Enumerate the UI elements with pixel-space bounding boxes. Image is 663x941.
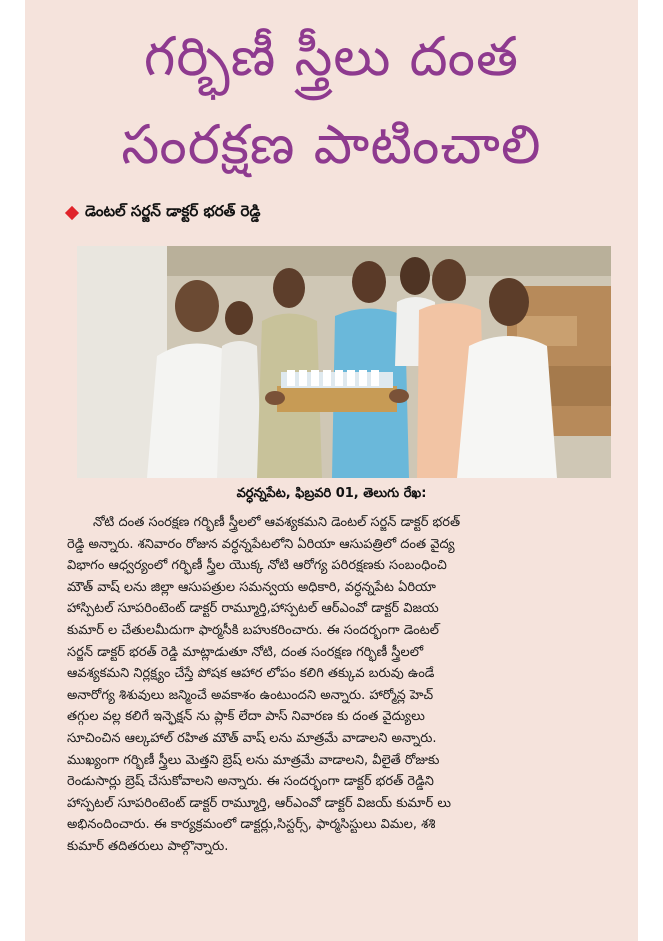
body-line: అభినందించారు. ఈ కార్యక్రమంలో డాక్టర్లు,సిస్టర్స్, ఫార్మసిస్టులు విమల, శశి xyxy=(67,817,436,833)
headline-line-2: సంరక్షణ పాటించాలి xyxy=(121,113,542,176)
byline-text: డెంటల్ సర్జన్ డాక్టర్ భరత్ రెడ్డి xyxy=(85,202,261,220)
news-clipping xyxy=(25,0,638,941)
body-line: మౌత్ వాష్ లను జిల్లా ఆసుపత్రుల సమన్వయ అధికారి, వర్ధన్నపేట ఏరియా xyxy=(67,579,436,595)
body-line: కుమార్ తదితరులు పాల్గొన్నారు. xyxy=(67,838,229,854)
body-line: హాస్పిటల్ సూపరింటెంట్ డాక్టర్ రామ్మూర్తి,హాస్పటల్ ఆర్ఎంవో డాక్టర్ విజయ xyxy=(67,601,439,617)
body-line: హాస్పటల్ సూపరింటెంట్ డాక్టర్ రామ్మూర్తి, ఆర్ఎంవో డాక్టర్ విజయ్ కుమార్ లు xyxy=(67,795,452,811)
article-body xyxy=(67,512,621,858)
body-line: విభాగం ఆధ్వర్యంలో గర్భిణీ స్త్రీల యొక్క నోటి ఆరోగ్య పరిరక్షణకు సంబంధించి xyxy=(67,558,447,574)
photo-illustration xyxy=(77,246,611,478)
body-line: రెండుసార్లు బ్రెష్ చేసుకోవాలని అన్నారు. ఈ సందర్భంగా డాక్టర్ భరత్ రెడ్డిని xyxy=(67,774,434,790)
body-line: ఆవశ్యకమని నిర్లక్ష్యం చేస్తే పోషక ఆహార లోపం కలిగి తక్కువ బరువు ఉండే xyxy=(67,666,435,682)
body-line: ముఖ్యంగా గర్భిణీ స్త్రీలు మెత్తని బ్రెష్ లను మాత్రమే వాడాలని, వీలైతే రోజుకు xyxy=(67,752,440,768)
bullet-diamond-icon xyxy=(65,206,79,220)
body-line: రెడ్డి అన్నారు. శనివారం రోజున వర్ధన్నపేటలోని ఏరియా ఆసుపత్రిలో దంత వైద్య xyxy=(67,536,455,552)
body-line: సర్జన్ డాక్టర్ భరత్ రెడ్డి మాట్లాడుతూ నోటి, దంత సంరక్షణ గర్భిణీ స్త్రీలలో xyxy=(67,644,424,660)
dateline: వర్ధన్నపేట, ఫిబ్రవరి 01, తెలుగు రేఖ: xyxy=(236,486,427,501)
body-line: కుమార్ ల చేతులమీదుగా ఫార్మసీకి బహుకరించారు. ఈ సందర్భంగా డెంటల్ xyxy=(67,622,439,638)
byline xyxy=(67,200,260,226)
body-line: తగ్గుల వల్ల కలిగే ఇన్ఫెక్షన్ ను ప్లాక్ లేదా పాస్ నివారణ కు దంత వైద్యులు xyxy=(67,709,425,725)
body-line: సూచించిన ఆల్కహాల్ రహిత మౌత్ వాష్ లను మాత్రమే వాడాలని అన్నారు. xyxy=(67,730,437,746)
body-line: నోటి దంత సంరక్షణ గర్భిణీ స్త్రీలలో ఆవశ్యకమని డెంటల్ సర్జన్ డాక్టర్ భరత్ xyxy=(93,515,461,530)
headline-line-1: గర్భిణీ స్త్రీలు దంత xyxy=(143,25,520,88)
body-line: అనారోగ్య శిశువులు జన్మించే అవకాశం ఉంటుందని అన్నారు. హార్మోన్ల హెచ్ xyxy=(67,687,434,703)
news-photo xyxy=(77,246,611,478)
